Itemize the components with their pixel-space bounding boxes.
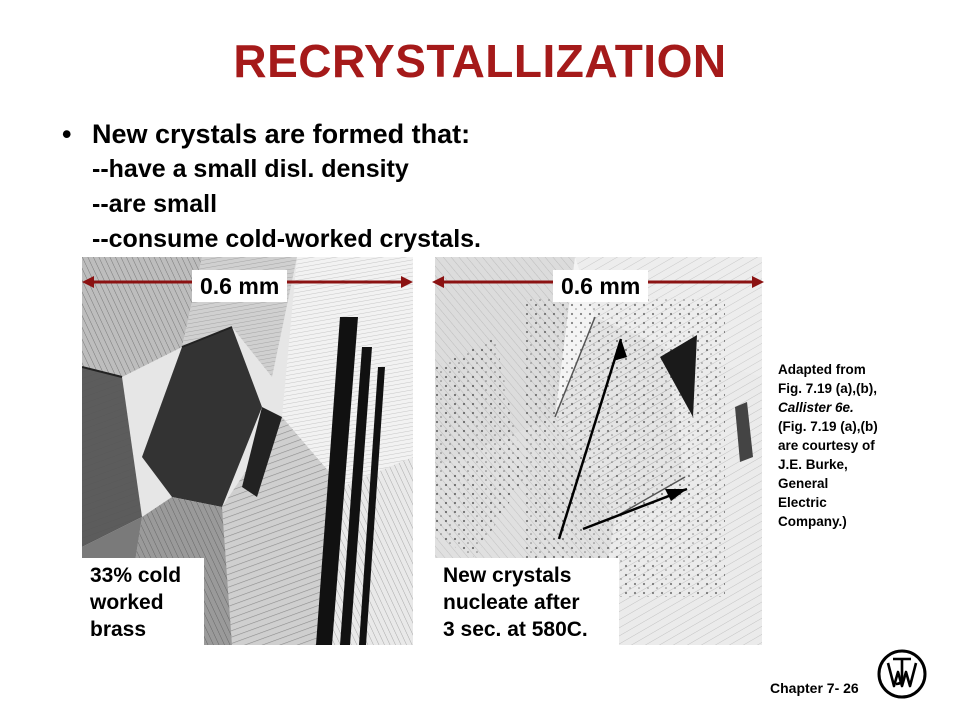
sub-point: --are small (92, 190, 218, 218)
caption-left (82, 558, 204, 645)
scale-label-right: 0.6 mm (553, 270, 648, 302)
bullet-block (62, 116, 481, 257)
bullet-text: New crystals are formed that: (92, 119, 471, 149)
credit-line: J.E. Burke, (778, 457, 848, 472)
credit-line: (Fig. 7.19 (a),(b) (778, 419, 878, 434)
caption-line: 33% cold (90, 564, 182, 587)
credit-line: Adapted from (778, 362, 866, 377)
credit-line: are courtesy of (778, 438, 875, 453)
credit-line: General (778, 476, 829, 491)
credit-line: Fig. 7.19 (a),(b), (778, 381, 878, 396)
credit-line: Callister 6e. (778, 400, 854, 415)
scale-label-left: 0.6 mm (192, 270, 287, 302)
sub-point: --have a small disl. density (92, 155, 409, 183)
caption-line: nucleate after (443, 591, 580, 614)
caption-line: 3 sec. at 580C. (443, 618, 588, 641)
slide-title: RECRYSTALLIZATION (233, 35, 727, 87)
chapter-page-number: Chapter 7- 26 (770, 680, 859, 696)
bullet-dot-icon: • (62, 119, 72, 149)
caption-line: brass (90, 618, 147, 641)
credit-line: Company.) (778, 514, 847, 529)
caption-right (435, 558, 619, 645)
figure-credit (778, 360, 928, 531)
wiley-logo-icon (876, 648, 928, 700)
caption-line: New crystals (443, 564, 572, 587)
caption-line: worked (90, 591, 164, 614)
credit-line: Electric (778, 495, 827, 510)
bullet-item (62, 116, 481, 152)
sub-point: --consume cold-worked crystals. (92, 225, 482, 253)
